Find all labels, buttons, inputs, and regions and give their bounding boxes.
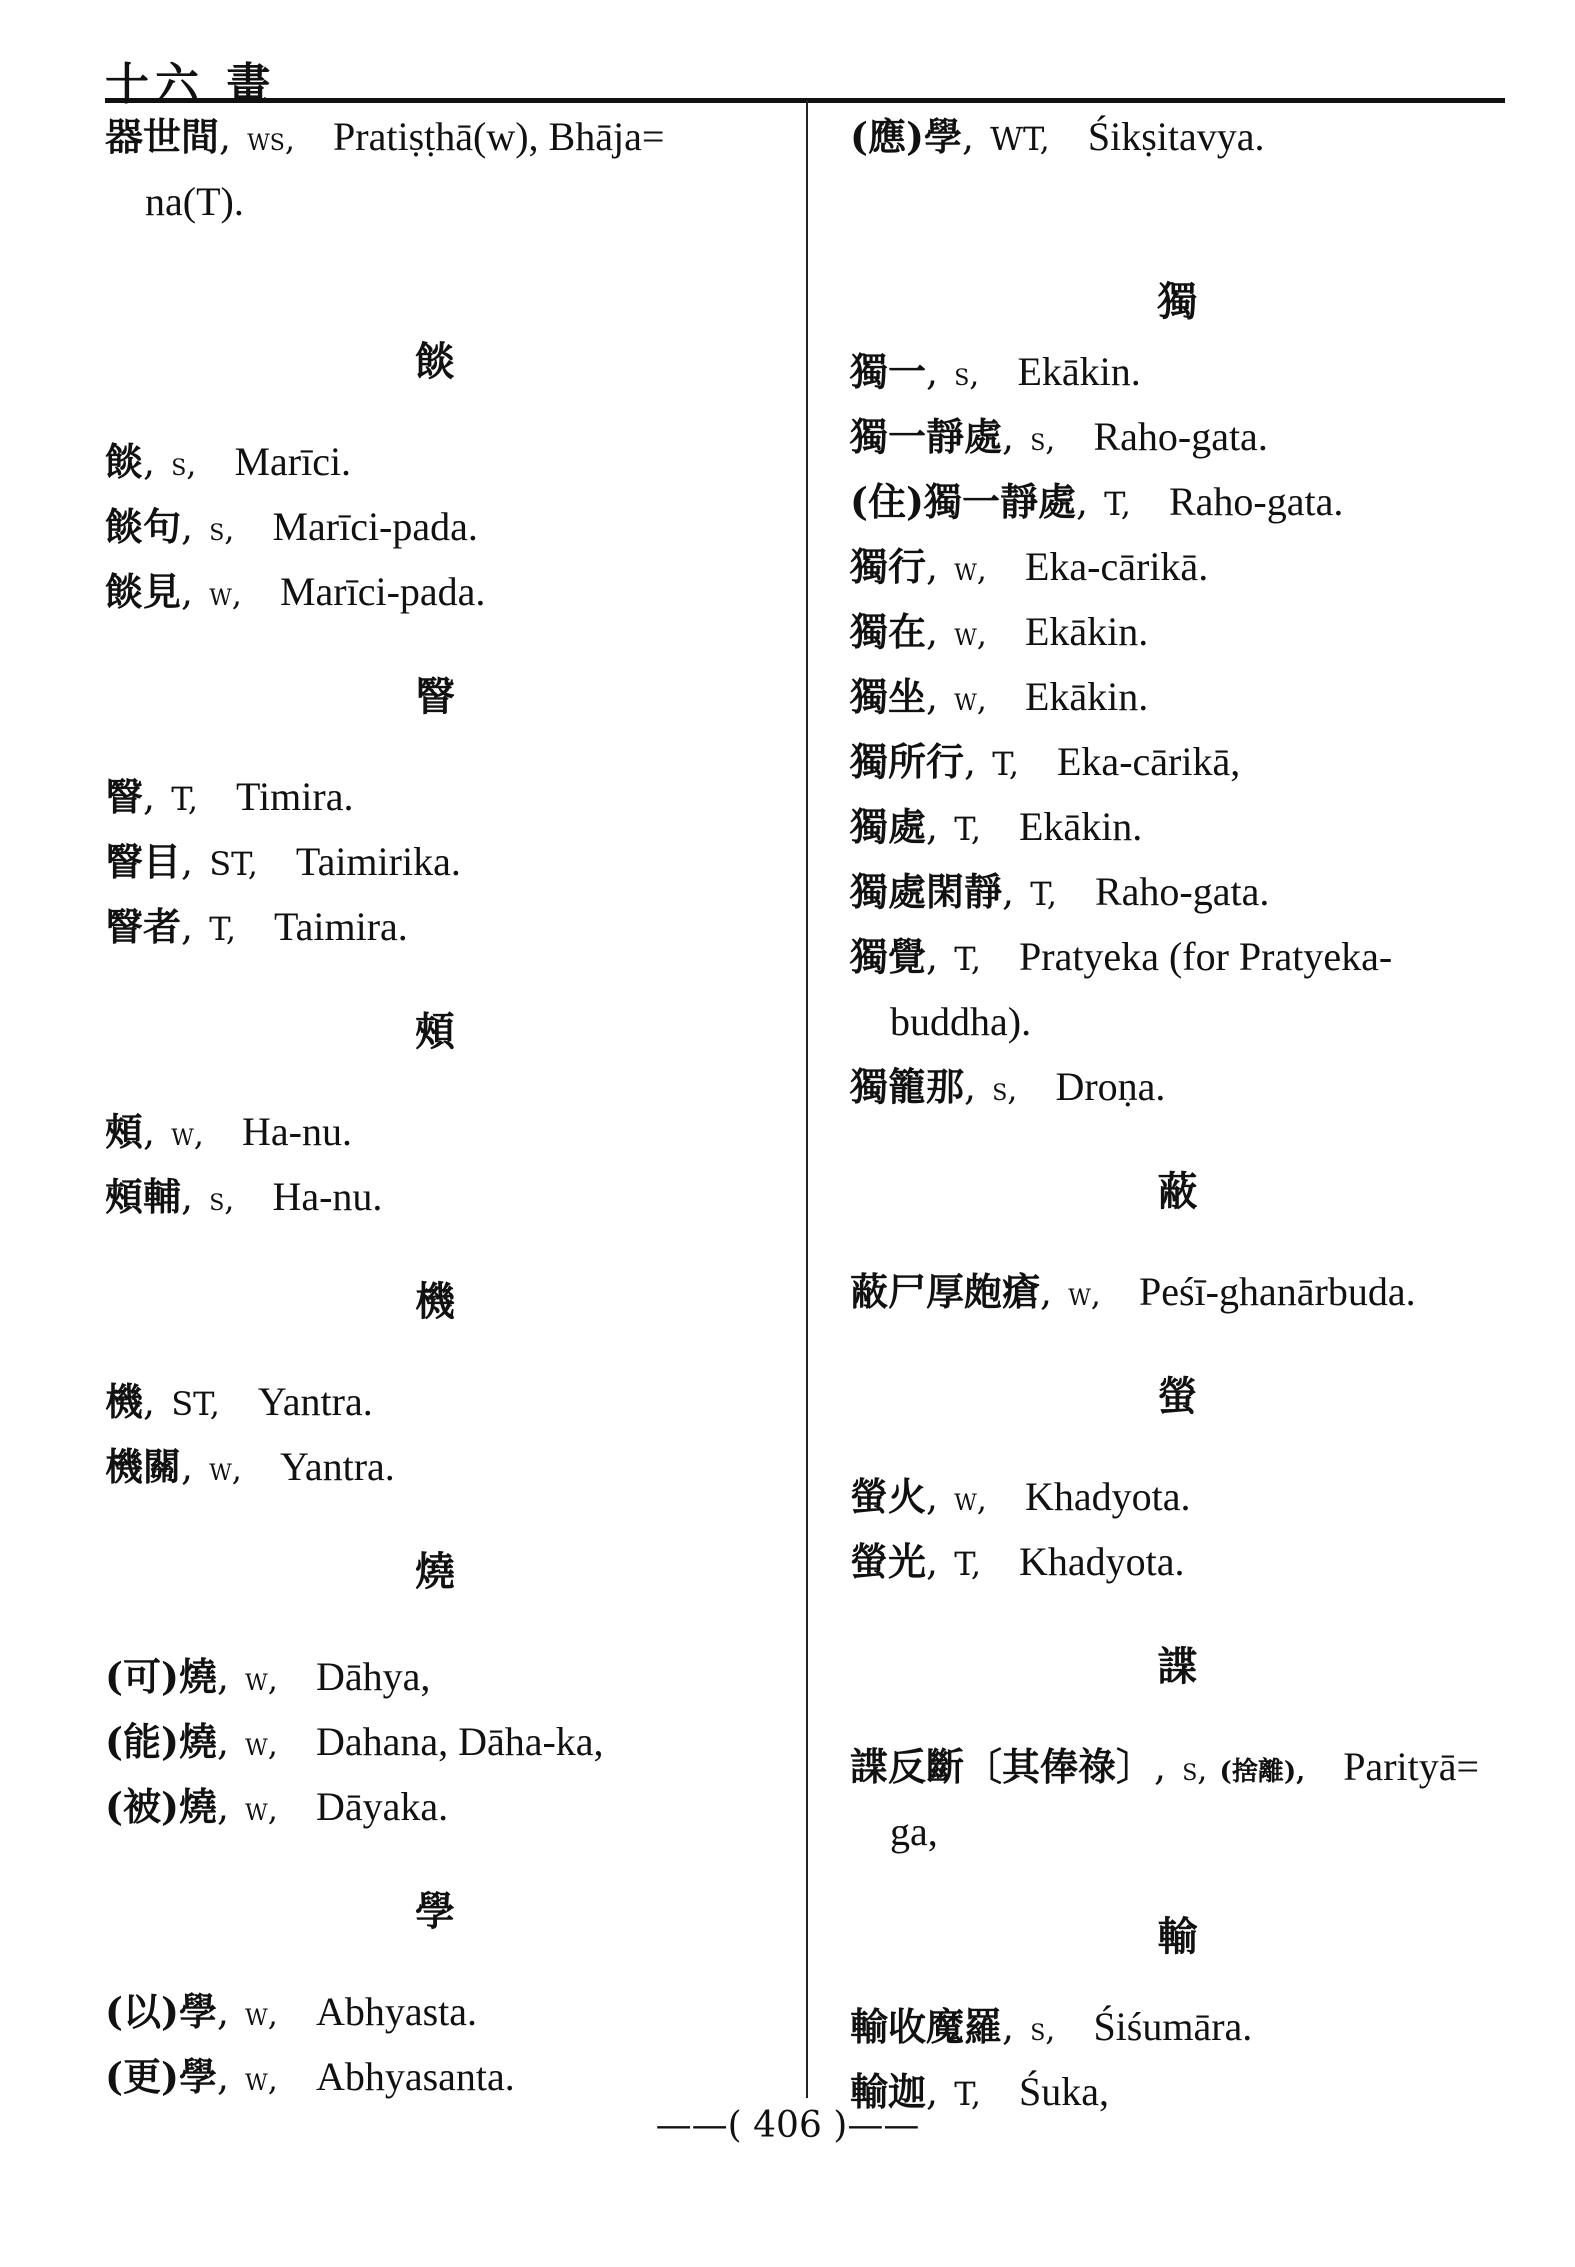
entry-source-code: T, <box>171 780 198 818</box>
dictionary-entry: 餤句, s, Marīci-pada. <box>105 504 478 549</box>
dictionary-entry: 獨一, s, Ekākin. <box>850 349 1141 394</box>
entry-source-code: w, <box>245 2060 278 2098</box>
entry-continuation <box>105 170 765 234</box>
section-heading: 諜 <box>1157 1643 1198 1690</box>
entry-term: 獨一靜處 <box>850 414 1003 459</box>
section-heading: 瞖 <box>415 673 455 720</box>
dictionary-entry: 獨坐, w, Ekākin. <box>850 674 1149 719</box>
entry-source-code: w, <box>209 1450 242 1488</box>
entry-term: (更)學 <box>105 2054 217 2099</box>
entry-source-code: w, <box>954 615 987 653</box>
section-heading: 蔽 <box>1157 1168 1198 1215</box>
entry-term: 瞖 <box>105 774 144 819</box>
entry-sanskrit: Ekākin. <box>1019 804 1143 849</box>
section-heading: 螢 <box>1157 1373 1198 1420</box>
entry-note: (捨離), <box>1219 1757 1306 1787</box>
entry-term: 瞖目 <box>105 839 182 884</box>
section-heading: 機 <box>415 1278 455 1325</box>
entry-term: 輸收魔羅 <box>850 2004 1003 2049</box>
entry-source-code: s, <box>954 355 980 393</box>
entry-sanskrit: Yantra. <box>279 1444 395 1489</box>
dictionary-entry: (住)獨一靜處, T, Raho-gata. <box>850 479 1344 524</box>
entry-term: 獨在 <box>850 609 927 654</box>
entry-source-code: w, <box>245 1660 278 1698</box>
entry-sanskrit: Śikṣitavya. <box>1087 114 1265 159</box>
dictionary-entry: 瞖, T, Timira. <box>105 774 354 819</box>
entry-term: 餤句 <box>105 504 182 549</box>
entry-term: 機 <box>105 1379 144 1424</box>
entry-sanskrit: Ekākin. <box>1024 609 1149 654</box>
entry-sanskrit: Śiśumāra. <box>1093 2004 1253 2049</box>
dictionary-entry: (應)學, WT, Śikṣitavya. <box>850 114 1265 159</box>
dictionary-entry: 獨覺, T, Pratyeka (for Pratyeka- <box>850 934 1393 979</box>
dictionary-entry: 螢光, T, Khadyota. <box>850 1539 1185 1584</box>
entry-sanskrit: Marīci-pada. <box>279 569 486 614</box>
entry-term: (可)燒 <box>105 1654 217 1699</box>
entry-sanskrit: Dahana, Dāha-ka, <box>315 1719 604 1764</box>
page-number: ——( 406 )—— <box>655 2105 920 2146</box>
dictionary-entry: 機, ST, Yantra. <box>105 1379 373 1424</box>
entry-source-code: w, <box>245 1790 278 1828</box>
entry-continuation <box>850 1800 1505 1864</box>
entry-term: 輸迦 <box>850 2069 927 2114</box>
entry-source-code: T, <box>1030 875 1057 913</box>
entry-sanskrit: Ekākin. <box>1017 349 1141 394</box>
dictionary-entry: 輸收魔羅, s, Śiśumāra. <box>850 2004 1253 2049</box>
entry-term: 器世間 <box>105 114 220 159</box>
entry-sanskrit: Śuka, <box>1019 2069 1109 2114</box>
entry-source-code: s, <box>992 1070 1018 1108</box>
entry-term: 獨所行 <box>850 739 965 784</box>
dictionary-entry: (能)燒, w, Dahana, Dāha-ka, <box>105 1719 604 1764</box>
dictionary-entry: 器世間, ws, Pratiṣṭhā(w), Bhāja= <box>105 114 665 159</box>
entry-term: (被)燒 <box>105 1784 217 1829</box>
right-column <box>850 100 1505 2114</box>
dictionary-entry: 獨行, w, Eka-cārikā. <box>850 544 1209 589</box>
section-heading: 學 <box>415 1888 455 1935</box>
entry-sanskrit: Khadyota. <box>1019 1539 1185 1584</box>
entry-sanskrit: Eka-cārikā, <box>1057 739 1241 784</box>
entry-sanskrit: Taimira. <box>274 904 408 949</box>
entry-source-code: T, <box>209 910 236 948</box>
entry-sanskrit: Ha-nu. <box>272 1174 383 1219</box>
entry-term: (能)燒 <box>105 1719 217 1764</box>
entry-sanskrit: Abhyasta. <box>315 1989 478 2034</box>
entry-source-code: s, <box>1030 420 1056 458</box>
entry-sanskrit: Eka-cārikā. <box>1024 544 1209 589</box>
entry-sanskrit: Raho-gata. <box>1095 869 1270 914</box>
dictionary-entry: 頰輔, s, Ha-nu. <box>105 1174 383 1219</box>
entry-sanskrit: Raho-gata. <box>1168 479 1344 524</box>
entry-term: 機關 <box>105 1444 182 1489</box>
entry-source-code: s, <box>1030 2010 1056 2048</box>
dictionary-entry: 機關, w, Yantra. <box>105 1444 395 1489</box>
entry-term: (住)獨一靜處 <box>850 479 1076 524</box>
dictionary-entry: (更)學, w, Abhyasanta. <box>105 2054 515 2099</box>
dictionary-entry: 餤, s, Marīci. <box>105 439 352 484</box>
dictionary-entry: 餤見, w, Marīci-pada. <box>105 569 486 614</box>
entry-source-code: w, <box>171 1115 204 1153</box>
entry-source-code: WT, <box>990 120 1050 158</box>
dictionary-entry: 獨在, w, Ekākin. <box>850 609 1149 654</box>
dictionary-entry: 瞖者, T, Taimira. <box>105 904 408 949</box>
entry-term: 獨一 <box>850 349 927 394</box>
entry-term: 螢光 <box>850 1539 927 1584</box>
entry-term: 蔽尸厚皰瘡 <box>850 1269 1041 1314</box>
dictionary-entry: 頰, w, Ha-nu. <box>105 1109 352 1154</box>
entry-source-code: w, <box>954 680 987 718</box>
entry-term: (應)學 <box>850 114 962 159</box>
dictionary-entry: 獨一靜處, s, Raho-gata. <box>850 414 1268 459</box>
entry-sanskrit: Yantra. <box>257 1379 373 1424</box>
dictionary-entry: (以)學, w, Abhyasta. <box>105 1989 478 2034</box>
entry-source-code: s, <box>209 1180 235 1218</box>
dictionary-entry: 獨處, T, Ekākin. <box>850 804 1143 849</box>
entry-continuation <box>850 990 1505 1054</box>
entry-term: 瞖者 <box>105 904 182 949</box>
entry-term: 諜反斷〔其俸祿〕 <box>850 1744 1155 1789</box>
entry-sanskrit: Abhyasanta. <box>315 2054 515 2099</box>
dictionary-entry: 諜反斷〔其俸祿〕, s, (捨離), Parityā= <box>850 1744 1480 1789</box>
entry-term: 獨覺 <box>850 934 927 979</box>
entry-source-code: T, <box>954 810 981 848</box>
entry-sanskrit: Pratyeka (for Pratyeka- <box>1019 934 1393 979</box>
entry-source-code: w, <box>954 1480 987 1518</box>
entry-sanskrit: Taimirika. <box>295 839 461 884</box>
dictionary-entry: 螢火, w, Khadyota. <box>850 1474 1191 1519</box>
entry-source-code: ST, <box>209 845 258 883</box>
entry-source-code: ws, <box>247 120 296 158</box>
entry-term: 餤見 <box>105 569 182 614</box>
entry-sanskrit: Ha-nu. <box>241 1109 352 1154</box>
entry-term: 獨坐 <box>850 674 927 719</box>
entry-term: 螢火 <box>850 1474 927 1519</box>
entry-term: 頰輔 <box>105 1174 182 1219</box>
entry-source-code: w, <box>954 550 987 588</box>
entry-source-code: w, <box>245 1725 278 1763</box>
entry-source-code: w, <box>209 575 242 613</box>
page-header: 十六 畫 <box>105 59 277 110</box>
entry-source-code: s, <box>1182 1750 1208 1788</box>
entry-sanskrit: Peśī-ghanārbuda. <box>1138 1269 1416 1314</box>
entry-term: 獨處 <box>850 804 927 849</box>
entry-source-code: w, <box>1068 1275 1101 1313</box>
entry-sanskrit: Droṇa. <box>1055 1064 1166 1109</box>
entry-source-code: s, <box>171 445 197 483</box>
entry-sanskrit: Pratiṣṭhā(w), Bhāja= <box>333 114 665 159</box>
entry-source-code: T, <box>992 745 1019 783</box>
section-heading: 餤 <box>415 338 455 385</box>
section-heading: 獨 <box>1157 278 1198 325</box>
entry-sanskrit: Timira. <box>236 774 354 819</box>
section-heading: 燒 <box>415 1548 455 1595</box>
entry-source-code: ST, <box>171 1385 220 1423</box>
entry-term: 餤 <box>105 439 144 484</box>
entry-term: (以)學 <box>105 1989 217 2034</box>
entry-sanskrit: Dāyaka. <box>315 1784 449 1829</box>
entry-sanskrit: na(T). <box>145 179 244 224</box>
entry-source-code: T, <box>954 1545 981 1583</box>
entry-term: 獨處閑靜 <box>850 869 1003 914</box>
dictionary-entry: 獨處閑靜, T, Raho-gata. <box>850 869 1270 914</box>
entry-sanskrit: Marīci. <box>234 439 352 484</box>
entry-sanskrit: Raho-gata. <box>1093 414 1268 459</box>
dictionary-entry: 瞖目, ST, Taimirika. <box>105 839 461 884</box>
entry-source-code: T, <box>954 940 981 978</box>
entry-sanskrit: Dāhya, <box>315 1654 431 1699</box>
dictionary-entry: 蔽尸厚皰瘡, w, Peśī-ghanārbuda. <box>850 1269 1416 1314</box>
dictionary-entry: 輸迦, T, Śuka, <box>850 2069 1109 2114</box>
section-heading: 頰 <box>415 1008 455 1055</box>
dictionary-entry: (可)燒, w, Dāhya, <box>105 1654 431 1699</box>
entry-sanskrit: Ekākin. <box>1024 674 1149 719</box>
entry-source-code: w, <box>245 1995 278 2033</box>
section-heading: 輸 <box>1157 1913 1198 1960</box>
entry-term: 獨籠那 <box>850 1064 965 1109</box>
entry-term: 獨行 <box>850 544 927 589</box>
entry-sanskrit: buddha). <box>890 999 1032 1044</box>
entry-sanskrit: ga, <box>890 1809 938 1854</box>
entry-term: 頰 <box>105 1109 144 1154</box>
entry-sanskrit: Parityā= <box>1343 1744 1480 1789</box>
entry-source-code: T, <box>954 2075 981 2113</box>
entry-source-code: s, <box>209 510 235 548</box>
entry-source-code: T, <box>1104 485 1131 523</box>
entry-sanskrit: Marīci-pada. <box>272 504 478 549</box>
entry-sanskrit: Khadyota. <box>1024 1474 1191 1519</box>
dictionary-entry: 獨籠那, s, Droṇa. <box>850 1064 1166 1109</box>
dictionary-entry: (被)燒, w, Dāyaka. <box>105 1784 449 1829</box>
dictionary-entry: 獨所行, T, Eka-cārikā, <box>850 739 1241 784</box>
left-column <box>105 100 765 2107</box>
column-divider <box>806 100 808 2098</box>
